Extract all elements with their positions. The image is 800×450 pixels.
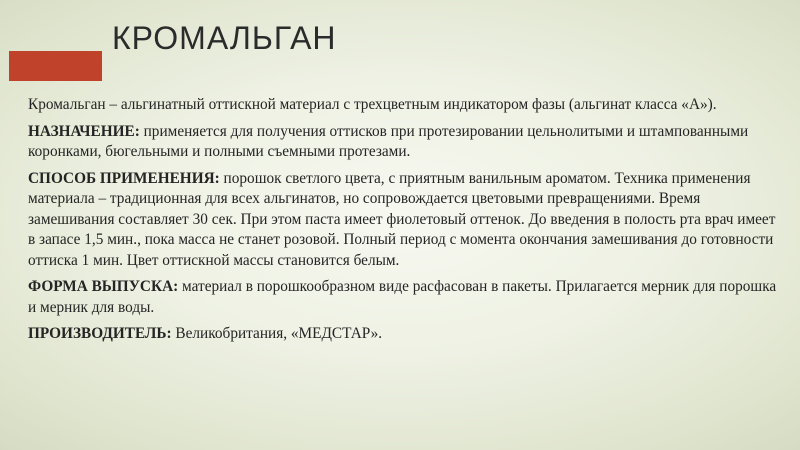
maker-heading: ПРОИЗВОДИТЕЛЬ: bbox=[28, 325, 172, 342]
form-heading: ФОРМА ВЫПУСКА: bbox=[28, 278, 179, 295]
slide-body bbox=[28, 95, 780, 351]
purpose-paragraph bbox=[28, 122, 780, 163]
maker-text: Великобритания, «МЕДСТАР». bbox=[171, 325, 383, 342]
method-heading: СПОСОБ ПРИМЕНЕНИЯ: bbox=[28, 169, 220, 187]
purpose-text: применяется для получения оттисков при протезировании цельнолитыми и штампованными коронками, бюгельными и полными съемными протезами. bbox=[28, 122, 749, 160]
intro-paragraph: Кромальган – альгинатный оттискной материал с трехцветным индикатором фазы (альгинат класса «А»). bbox=[28, 96, 717, 113]
method-text: порошок светлого цвета, с приятным ванильным ароматом. Техника применения материала – традиционная для всех альгинатов, но сопровождается цветовыми превращениями. Время замешивания составляет 30 сек. При этом паста имеет фиолетовый оттенок. До введения в полость рта врач имеет в запасе 1,5 мин., пока масса не станет розовой. Полный период с момента окончания замешивания до готовности оттиска 1 мин. Цвет оттискной массы становится белым. bbox=[28, 169, 776, 269]
method-paragraph bbox=[28, 169, 780, 272]
slide-title: КРОМАЛЬГАН bbox=[112, 20, 337, 56]
maker-paragraph bbox=[28, 324, 780, 345]
purpose-heading: НАЗНАЧЕНИЕ: bbox=[28, 122, 140, 140]
form-text: материал в порошкообразном виде расфасован в пакеты. Прилагается мерник для порошка и мерник для воды. bbox=[28, 278, 777, 316]
title-accent-bar bbox=[9, 51, 102, 81]
form-paragraph bbox=[28, 277, 780, 318]
